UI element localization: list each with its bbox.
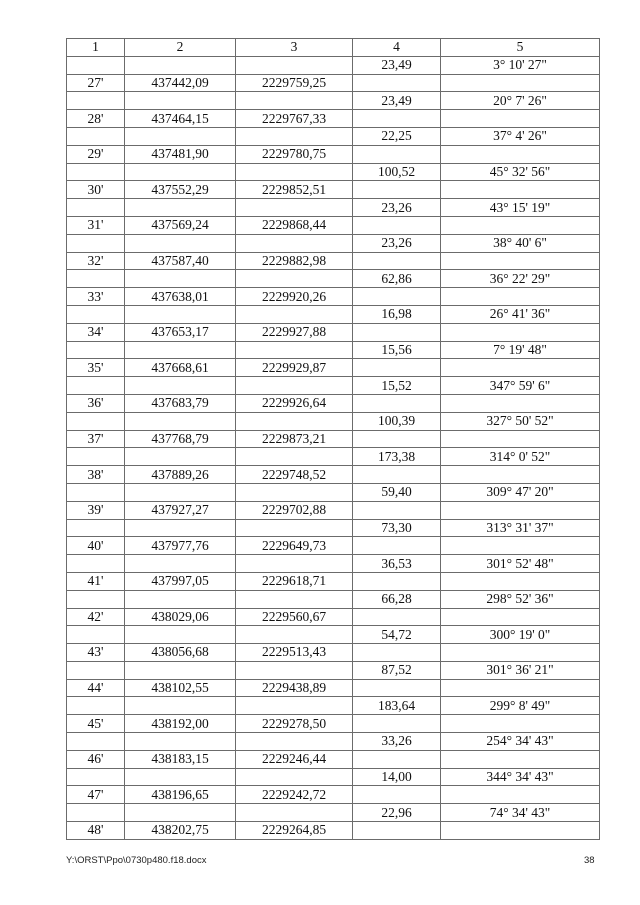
cell-y: 2229242,72 — [236, 786, 353, 804]
cell-bearing: 20° 7' 26" — [441, 92, 600, 110]
cell-x — [125, 590, 236, 608]
cell-y: 2229927,88 — [236, 323, 353, 341]
cell-y — [236, 305, 353, 323]
cell-bearing — [441, 501, 600, 519]
table-row — [67, 466, 600, 484]
cell-bearing — [441, 715, 600, 733]
cell-y: 2229780,75 — [236, 145, 353, 163]
cell-bearing: 38° 40' 6" — [441, 234, 600, 252]
cell-bearing — [441, 750, 600, 768]
cell-y: 2229649,73 — [236, 537, 353, 555]
cell-x: 437768,79 — [125, 430, 236, 448]
cell-bearing — [441, 430, 600, 448]
cell-y: 2229246,44 — [236, 750, 353, 768]
cell-x: 438192,00 — [125, 715, 236, 733]
cell-x — [125, 412, 236, 430]
cell-distance: 36,53 — [353, 555, 441, 573]
cell-bearing — [441, 181, 600, 199]
cell-point — [67, 804, 125, 822]
cell-bearing — [441, 323, 600, 341]
cell-point — [67, 555, 125, 573]
cell-bearing: 299° 8' 49" — [441, 697, 600, 715]
cell-point: 45' — [67, 715, 125, 733]
cell-distance: 15,56 — [353, 341, 441, 359]
table-row — [67, 323, 600, 341]
cell-y: 2229873,21 — [236, 430, 353, 448]
cell-bearing — [441, 644, 600, 662]
cell-y: 2229560,67 — [236, 608, 353, 626]
cell-y — [236, 804, 353, 822]
cell-x — [125, 804, 236, 822]
cell-x: 438029,06 — [125, 608, 236, 626]
cell-point — [67, 127, 125, 145]
cell-distance — [353, 786, 441, 804]
table-row — [67, 199, 600, 217]
cell-bearing: 3° 10' 27" — [441, 56, 600, 74]
cell-point — [67, 626, 125, 644]
cell-x: 437683,79 — [125, 394, 236, 412]
cell-bearing — [441, 394, 600, 412]
cell-y — [236, 127, 353, 145]
cell-distance — [353, 323, 441, 341]
footer-file-path: Y:\ORST\Ppo\0730p480.f18.docx — [66, 855, 207, 866]
cell-x: 437653,17 — [125, 323, 236, 341]
cell-x — [125, 733, 236, 751]
cell-bearing: 347° 59' 6" — [441, 377, 600, 395]
cell-distance — [353, 750, 441, 768]
table-row — [67, 74, 600, 92]
table-row — [67, 359, 600, 377]
table-row — [67, 519, 600, 537]
cell-x — [125, 341, 236, 359]
cell-x — [125, 519, 236, 537]
cell-y — [236, 448, 353, 466]
cell-bearing: 301° 36' 21" — [441, 661, 600, 679]
cell-point — [67, 163, 125, 181]
cell-bearing: 254° 34' 43" — [441, 733, 600, 751]
cell-distance: 22,96 — [353, 804, 441, 822]
cell-point: 34' — [67, 323, 125, 341]
cell-point: 43' — [67, 644, 125, 662]
cell-point — [67, 590, 125, 608]
cell-x — [125, 768, 236, 786]
cell-x: 437481,90 — [125, 145, 236, 163]
cell-distance: 59,40 — [353, 483, 441, 501]
cell-distance: 87,52 — [353, 661, 441, 679]
cell-point — [67, 199, 125, 217]
cell-point: 28' — [67, 110, 125, 128]
table-row — [67, 501, 600, 519]
cell-distance: 14,00 — [353, 768, 441, 786]
cell-x: 437668,61 — [125, 359, 236, 377]
cell-x — [125, 92, 236, 110]
cell-y — [236, 270, 353, 288]
cell-bearing: 309° 47' 20" — [441, 483, 600, 501]
cell-distance — [353, 394, 441, 412]
cell-y: 2229278,50 — [236, 715, 353, 733]
table-row — [67, 661, 600, 679]
cell-point: 39' — [67, 501, 125, 519]
cell-bearing — [441, 252, 600, 270]
cell-x: 437927,27 — [125, 501, 236, 519]
cell-x: 437889,26 — [125, 466, 236, 484]
cell-point: 36' — [67, 394, 125, 412]
cell-point: 41' — [67, 572, 125, 590]
cell-x: 437977,76 — [125, 537, 236, 555]
cell-x: 437638,01 — [125, 288, 236, 306]
cell-x — [125, 626, 236, 644]
cell-point — [67, 733, 125, 751]
cell-bearing — [441, 216, 600, 234]
cell-distance — [353, 216, 441, 234]
cell-distance — [353, 715, 441, 733]
cell-point — [67, 341, 125, 359]
cell-distance: 100,39 — [353, 412, 441, 430]
table-row — [67, 555, 600, 573]
cell-y — [236, 590, 353, 608]
cell-x — [125, 448, 236, 466]
cell-y — [236, 519, 353, 537]
cell-point: 46' — [67, 750, 125, 768]
cell-y: 2229264,85 — [236, 822, 353, 840]
cell-bearing: 37° 4' 26" — [441, 127, 600, 145]
cell-distance — [353, 181, 441, 199]
table-row — [67, 110, 600, 128]
cell-y: 2229929,87 — [236, 359, 353, 377]
cell-y — [236, 768, 353, 786]
cell-bearing — [441, 822, 600, 840]
cell-distance — [353, 608, 441, 626]
cell-y — [236, 733, 353, 751]
cell-point — [67, 377, 125, 395]
cell-distance — [353, 145, 441, 163]
header-cell-distance: 4 — [353, 39, 441, 57]
cell-y: 2229759,25 — [236, 74, 353, 92]
cell-x: 437464,15 — [125, 110, 236, 128]
cell-x — [125, 127, 236, 145]
cell-x — [125, 56, 236, 74]
cell-y — [236, 56, 353, 74]
cell-bearing: 45° 32' 56" — [441, 163, 600, 181]
cell-distance: 73,30 — [353, 519, 441, 537]
cell-x: 438183,15 — [125, 750, 236, 768]
coordinates-table — [66, 38, 600, 840]
table-row — [67, 448, 600, 466]
cell-bearing: 344° 34' 43" — [441, 768, 600, 786]
cell-distance: 23,26 — [353, 199, 441, 217]
cell-y: 2229618,71 — [236, 572, 353, 590]
cell-y — [236, 377, 353, 395]
table-row — [67, 715, 600, 733]
table-row — [67, 750, 600, 768]
cell-x: 437569,24 — [125, 216, 236, 234]
cell-y: 2229882,98 — [236, 252, 353, 270]
cell-x: 438196,65 — [125, 786, 236, 804]
cell-distance: 15,52 — [353, 377, 441, 395]
cell-x — [125, 199, 236, 217]
cell-x: 437552,29 — [125, 181, 236, 199]
cell-bearing — [441, 74, 600, 92]
cell-point — [67, 519, 125, 537]
cell-x — [125, 483, 236, 501]
cell-distance: 23,26 — [353, 234, 441, 252]
cell-y — [236, 163, 353, 181]
cell-distance — [353, 110, 441, 128]
cell-y — [236, 483, 353, 501]
cell-distance: 23,49 — [353, 92, 441, 110]
table-row — [67, 341, 600, 359]
cell-bearing: 43° 15' 19" — [441, 199, 600, 217]
cell-distance: 22,25 — [353, 127, 441, 145]
table-row — [67, 644, 600, 662]
cell-point: 47' — [67, 786, 125, 804]
cell-y — [236, 661, 353, 679]
cell-distance: 23,49 — [353, 56, 441, 74]
table-row — [67, 626, 600, 644]
cell-distance — [353, 822, 441, 840]
cell-x — [125, 661, 236, 679]
cell-x: 437442,09 — [125, 74, 236, 92]
cell-point: 29' — [67, 145, 125, 163]
cell-distance — [353, 430, 441, 448]
table-row — [67, 56, 600, 74]
cell-y — [236, 412, 353, 430]
table-row — [67, 216, 600, 234]
table-row — [67, 181, 600, 199]
cell-x — [125, 234, 236, 252]
header-cell-bearing: 5 — [441, 39, 600, 57]
table-row — [67, 394, 600, 412]
cell-distance — [353, 679, 441, 697]
header-cell-y: 3 — [236, 39, 353, 57]
cell-distance — [353, 572, 441, 590]
cell-point: 35' — [67, 359, 125, 377]
cell-distance — [353, 644, 441, 662]
cell-bearing — [441, 288, 600, 306]
cell-x — [125, 377, 236, 395]
cell-y: 2229920,26 — [236, 288, 353, 306]
table-row — [67, 822, 600, 840]
cell-x: 437587,40 — [125, 252, 236, 270]
cell-distance — [353, 466, 441, 484]
cell-distance: 62,86 — [353, 270, 441, 288]
cell-x: 438102,55 — [125, 679, 236, 697]
cell-point — [67, 697, 125, 715]
cell-point: 40' — [67, 537, 125, 555]
cell-point: 27' — [67, 74, 125, 92]
cell-distance: 66,28 — [353, 590, 441, 608]
table-row — [67, 270, 600, 288]
table-header-row — [67, 39, 600, 57]
cell-bearing: 7° 19' 48" — [441, 341, 600, 359]
cell-point — [67, 56, 125, 74]
table-row — [67, 733, 600, 751]
cell-y — [236, 697, 353, 715]
cell-y — [236, 626, 353, 644]
table-row — [67, 804, 600, 822]
table-row — [67, 145, 600, 163]
cell-bearing: 327° 50' 52" — [441, 412, 600, 430]
cell-bearing: 313° 31' 37" — [441, 519, 600, 537]
cell-point — [67, 234, 125, 252]
table-row — [67, 305, 600, 323]
table-row — [67, 288, 600, 306]
table-row — [67, 412, 600, 430]
cell-distance: 33,26 — [353, 733, 441, 751]
table-row — [67, 786, 600, 804]
cell-y: 2229748,52 — [236, 466, 353, 484]
cell-distance — [353, 74, 441, 92]
table-row — [67, 608, 600, 626]
cell-bearing — [441, 110, 600, 128]
table-row — [67, 163, 600, 181]
cell-distance: 183,64 — [353, 697, 441, 715]
cell-x — [125, 270, 236, 288]
cell-distance: 16,98 — [353, 305, 441, 323]
cell-distance: 173,38 — [353, 448, 441, 466]
cell-x — [125, 697, 236, 715]
cell-point — [67, 412, 125, 430]
cell-bearing: 300° 19' 0" — [441, 626, 600, 644]
cell-bearing — [441, 786, 600, 804]
cell-x: 438056,68 — [125, 644, 236, 662]
cell-distance — [353, 252, 441, 270]
cell-bearing: 26° 41' 36" — [441, 305, 600, 323]
cell-y: 2229852,51 — [236, 181, 353, 199]
cell-point: 30' — [67, 181, 125, 199]
cell-point: 38' — [67, 466, 125, 484]
table-row — [67, 234, 600, 252]
cell-point: 32' — [67, 252, 125, 270]
cell-point: 44' — [67, 679, 125, 697]
cell-bearing: 301° 52' 48" — [441, 555, 600, 573]
cell-point — [67, 483, 125, 501]
table-row — [67, 92, 600, 110]
table-row — [67, 572, 600, 590]
table-row — [67, 590, 600, 608]
cell-y — [236, 341, 353, 359]
cell-bearing: 74° 34' 43" — [441, 804, 600, 822]
cell-y: 2229702,88 — [236, 501, 353, 519]
cell-x: 438202,75 — [125, 822, 236, 840]
cell-bearing — [441, 572, 600, 590]
cell-bearing: 298° 52' 36" — [441, 590, 600, 608]
cell-point — [67, 92, 125, 110]
cell-distance — [353, 501, 441, 519]
table-row — [67, 430, 600, 448]
table-row — [67, 377, 600, 395]
cell-y: 2229438,89 — [236, 679, 353, 697]
table-row — [67, 679, 600, 697]
cell-x: 437997,05 — [125, 572, 236, 590]
cell-y: 2229767,33 — [236, 110, 353, 128]
header-cell-x: 2 — [125, 39, 236, 57]
cell-bearing — [441, 608, 600, 626]
cell-point — [67, 768, 125, 786]
cell-point — [67, 305, 125, 323]
cell-x — [125, 163, 236, 181]
cell-y — [236, 234, 353, 252]
table-row — [67, 768, 600, 786]
cell-y — [236, 199, 353, 217]
cell-bearing — [441, 359, 600, 377]
cell-x — [125, 305, 236, 323]
cell-bearing — [441, 145, 600, 163]
cell-y: 2229868,44 — [236, 216, 353, 234]
cell-y — [236, 555, 353, 573]
cell-point — [67, 270, 125, 288]
table-row — [67, 252, 600, 270]
table-row — [67, 537, 600, 555]
cell-point: 37' — [67, 430, 125, 448]
table-row — [67, 127, 600, 145]
cell-bearing — [441, 466, 600, 484]
cell-y: 2229513,43 — [236, 644, 353, 662]
cell-bearing: 36° 22' 29" — [441, 270, 600, 288]
cell-point: 31' — [67, 216, 125, 234]
cell-distance — [353, 537, 441, 555]
cell-x — [125, 555, 236, 573]
cell-point: 48' — [67, 822, 125, 840]
cell-bearing — [441, 537, 600, 555]
cell-bearing: 314° 0' 52" — [441, 448, 600, 466]
footer-page-number: 38 — [584, 855, 595, 866]
cell-point — [67, 448, 125, 466]
table-body — [67, 56, 600, 839]
cell-distance: 54,72 — [353, 626, 441, 644]
table-row — [67, 697, 600, 715]
table-row — [67, 483, 600, 501]
header-cell-point: 1 — [67, 39, 125, 57]
cell-distance: 100,52 — [353, 163, 441, 181]
cell-point: 33' — [67, 288, 125, 306]
cell-point — [67, 661, 125, 679]
cell-y: 2229926,64 — [236, 394, 353, 412]
cell-y — [236, 92, 353, 110]
cell-point: 42' — [67, 608, 125, 626]
cell-distance — [353, 359, 441, 377]
cell-distance — [353, 288, 441, 306]
cell-bearing — [441, 679, 600, 697]
